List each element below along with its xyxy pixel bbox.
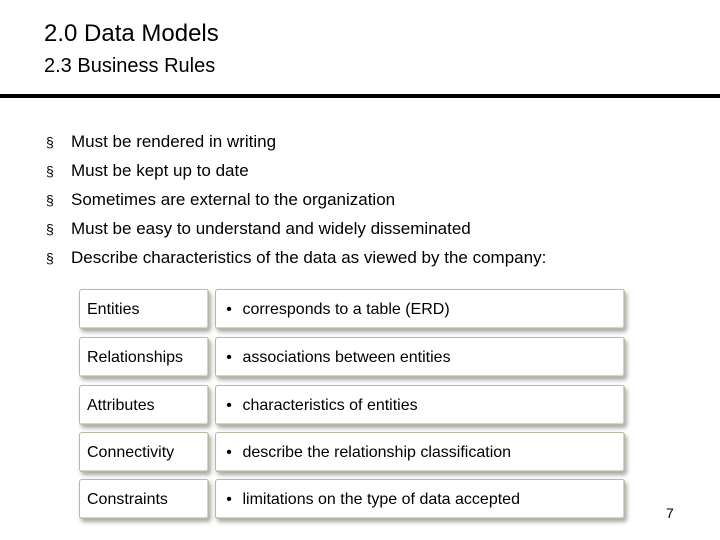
bullet-marker: § [46, 134, 54, 150]
bullet-marker: § [46, 221, 54, 237]
definition-text: limitations on the type of data accepted [242, 491, 520, 508]
term-box: Relationships [79, 337, 209, 377]
slide-subtitle: 2.3 Business Rules [44, 55, 216, 77]
term-box: Connectivity [79, 432, 209, 472]
definition-row [79, 479, 625, 519]
list-item-text: Sometimes are external to the organization [71, 190, 396, 209]
definition-bullet: • [226, 349, 232, 366]
definition-text: describe the relationship classification [242, 444, 512, 461]
definition-bullet: • [226, 301, 232, 318]
definition-box [215, 432, 625, 472]
definition-text: associations between entities [242, 349, 451, 366]
page-number: 7 [666, 505, 674, 521]
term-box: Entities [79, 289, 209, 329]
list-item [46, 246, 546, 275]
list-item [46, 130, 546, 159]
definition-bullet: • [226, 444, 232, 461]
definition-row [79, 337, 625, 377]
business-rules-list [46, 130, 546, 275]
list-item [46, 188, 546, 217]
definition-text: corresponds to a table (ERD) [242, 301, 450, 318]
definition-row [79, 289, 625, 329]
definition-row [79, 432, 625, 472]
slide-title: 2.0 Data Models [44, 20, 219, 47]
definition-box [215, 337, 625, 377]
definition-box [215, 385, 625, 425]
definition-box [215, 289, 625, 329]
bullet-marker: § [46, 163, 54, 179]
bullet-marker: § [46, 192, 54, 208]
bullet-marker: § [46, 250, 54, 266]
definition-row [79, 385, 625, 425]
list-item-text: Must be easy to understand and widely disseminated [71, 219, 471, 238]
definition-box [215, 479, 625, 519]
definition-text: characteristics of entities [242, 397, 418, 414]
list-item-text: Must be kept up to date [71, 161, 249, 180]
list-item [46, 159, 546, 188]
term-box: Constraints [79, 479, 209, 519]
list-item-text: Must be rendered in writing [71, 132, 277, 151]
definition-bullet: • [226, 397, 232, 414]
list-item [46, 217, 546, 246]
header-rule [0, 94, 720, 98]
definition-bullet: • [226, 491, 232, 508]
term-box: Attributes [79, 385, 209, 425]
list-item-text: Describe characteristics of the data as viewed by the company: [71, 248, 547, 267]
